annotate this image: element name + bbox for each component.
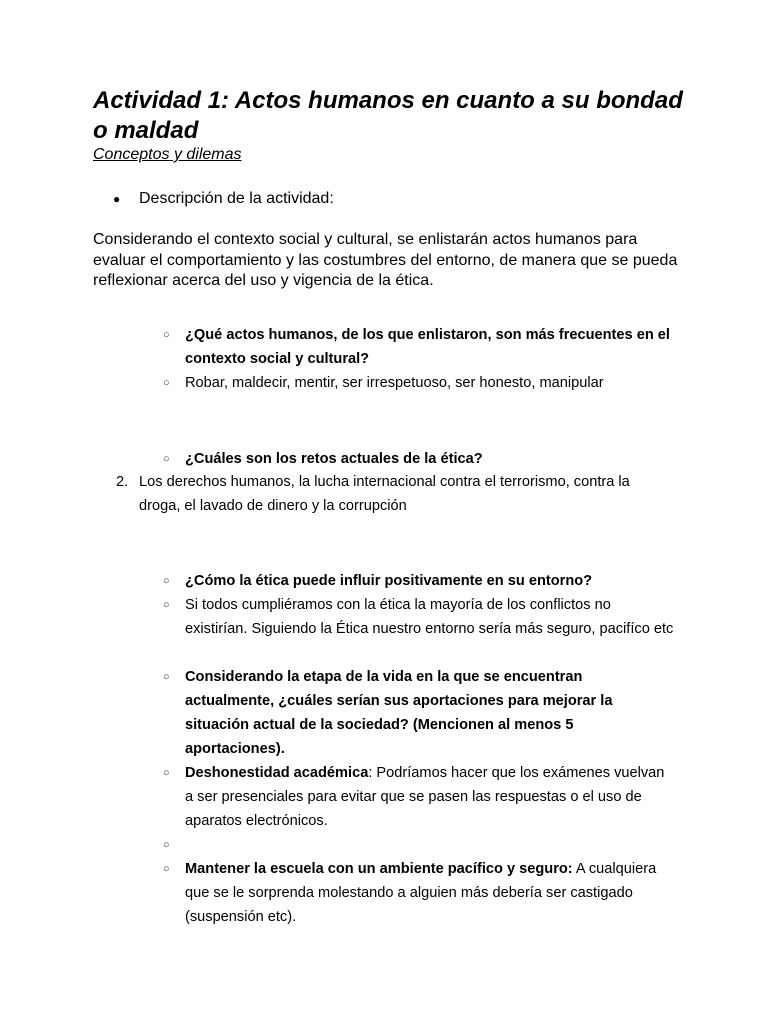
circle-bullet-icon: ○: [163, 575, 170, 587]
circle-bullet-icon: ○: [163, 377, 170, 389]
circle-bullet-icon: ○: [163, 767, 170, 779]
circle-bullet-icon: ○: [163, 839, 170, 851]
circle-bullet-icon: ○: [163, 599, 170, 611]
question-2-text: ¿Cuáles son los retos actuales de la ética?: [185, 451, 483, 467]
circle-bullet-icon: ○: [163, 863, 170, 875]
contribution-1-body: : Podríamos hacer que los exámenes vuelvan a ser presenciales para evitar que se pasen las respuestas o el uso de aparatos electrónicos.: [185, 765, 665, 829]
circle-bullet-icon: ○: [163, 329, 170, 341]
question-4-text: Considerando la etapa de la vida en la que se encuentran actualmente, ¿cuáles serían sus aportaciones para mejorar la situación actual de la sociedad? (Mencionen al menos 5 aportaciones).: [185, 669, 613, 757]
question-3-text: ¿Cómo la ética puede influir positivamente en su entorno?: [185, 573, 593, 589]
question-1-text: ¿Qué actos humanos, de los que enlistaron, son más frecuentes en el contexto social y cultural?: [185, 327, 670, 367]
circle-bullet-icon: ○: [163, 453, 170, 465]
page-subtitle: Conceptos y dilemas: [93, 146, 242, 163]
answer-1-text: Robar, maldecir, mentir, ser irrespetuoso, ser honesto, manipular: [185, 375, 604, 391]
contribution-1-heading: Deshonestidad académica: [185, 765, 369, 781]
intro-paragraph: Considerando el contexto social y cultural, se enlistarán actos humanos para evaluar el comportamiento y las costumbres del entorno, de manera que se pueda reflexionar acerca del uso y vigencia de la ética.: [93, 231, 678, 289]
list-number: 2.: [116, 474, 129, 490]
page-title: Actividad 1: Actos humanos en cuanto a su bondad o maldad: [93, 87, 683, 144]
contribution-1-text: [185, 761, 675, 833]
contribution-3-body: A cualquiera que se le sorprenda molestando a alguien más debería ser castigado (suspensión etc).: [185, 861, 657, 925]
answer-2-text: Los derechos humanos, la lucha internacional contra el terrorismo, contra la droga, el lavado de dinero y la corrupción: [139, 474, 630, 514]
description-label: Descripción de la actividad:: [139, 190, 334, 207]
contribution-3-heading: Mantener la escuela con un ambiente pacífico y seguro:: [185, 861, 573, 877]
bullet-icon: ●: [113, 192, 121, 206]
answer-3-text: Si todos cumpliéramos con la ética la mayoría de los conflictos no existirían. Siguiendo la Ética nuestro entorno sería más seguro, pacifíco etc: [185, 597, 674, 637]
circle-bullet-icon: ○: [163, 671, 170, 683]
contribution-3-text: [185, 857, 675, 929]
